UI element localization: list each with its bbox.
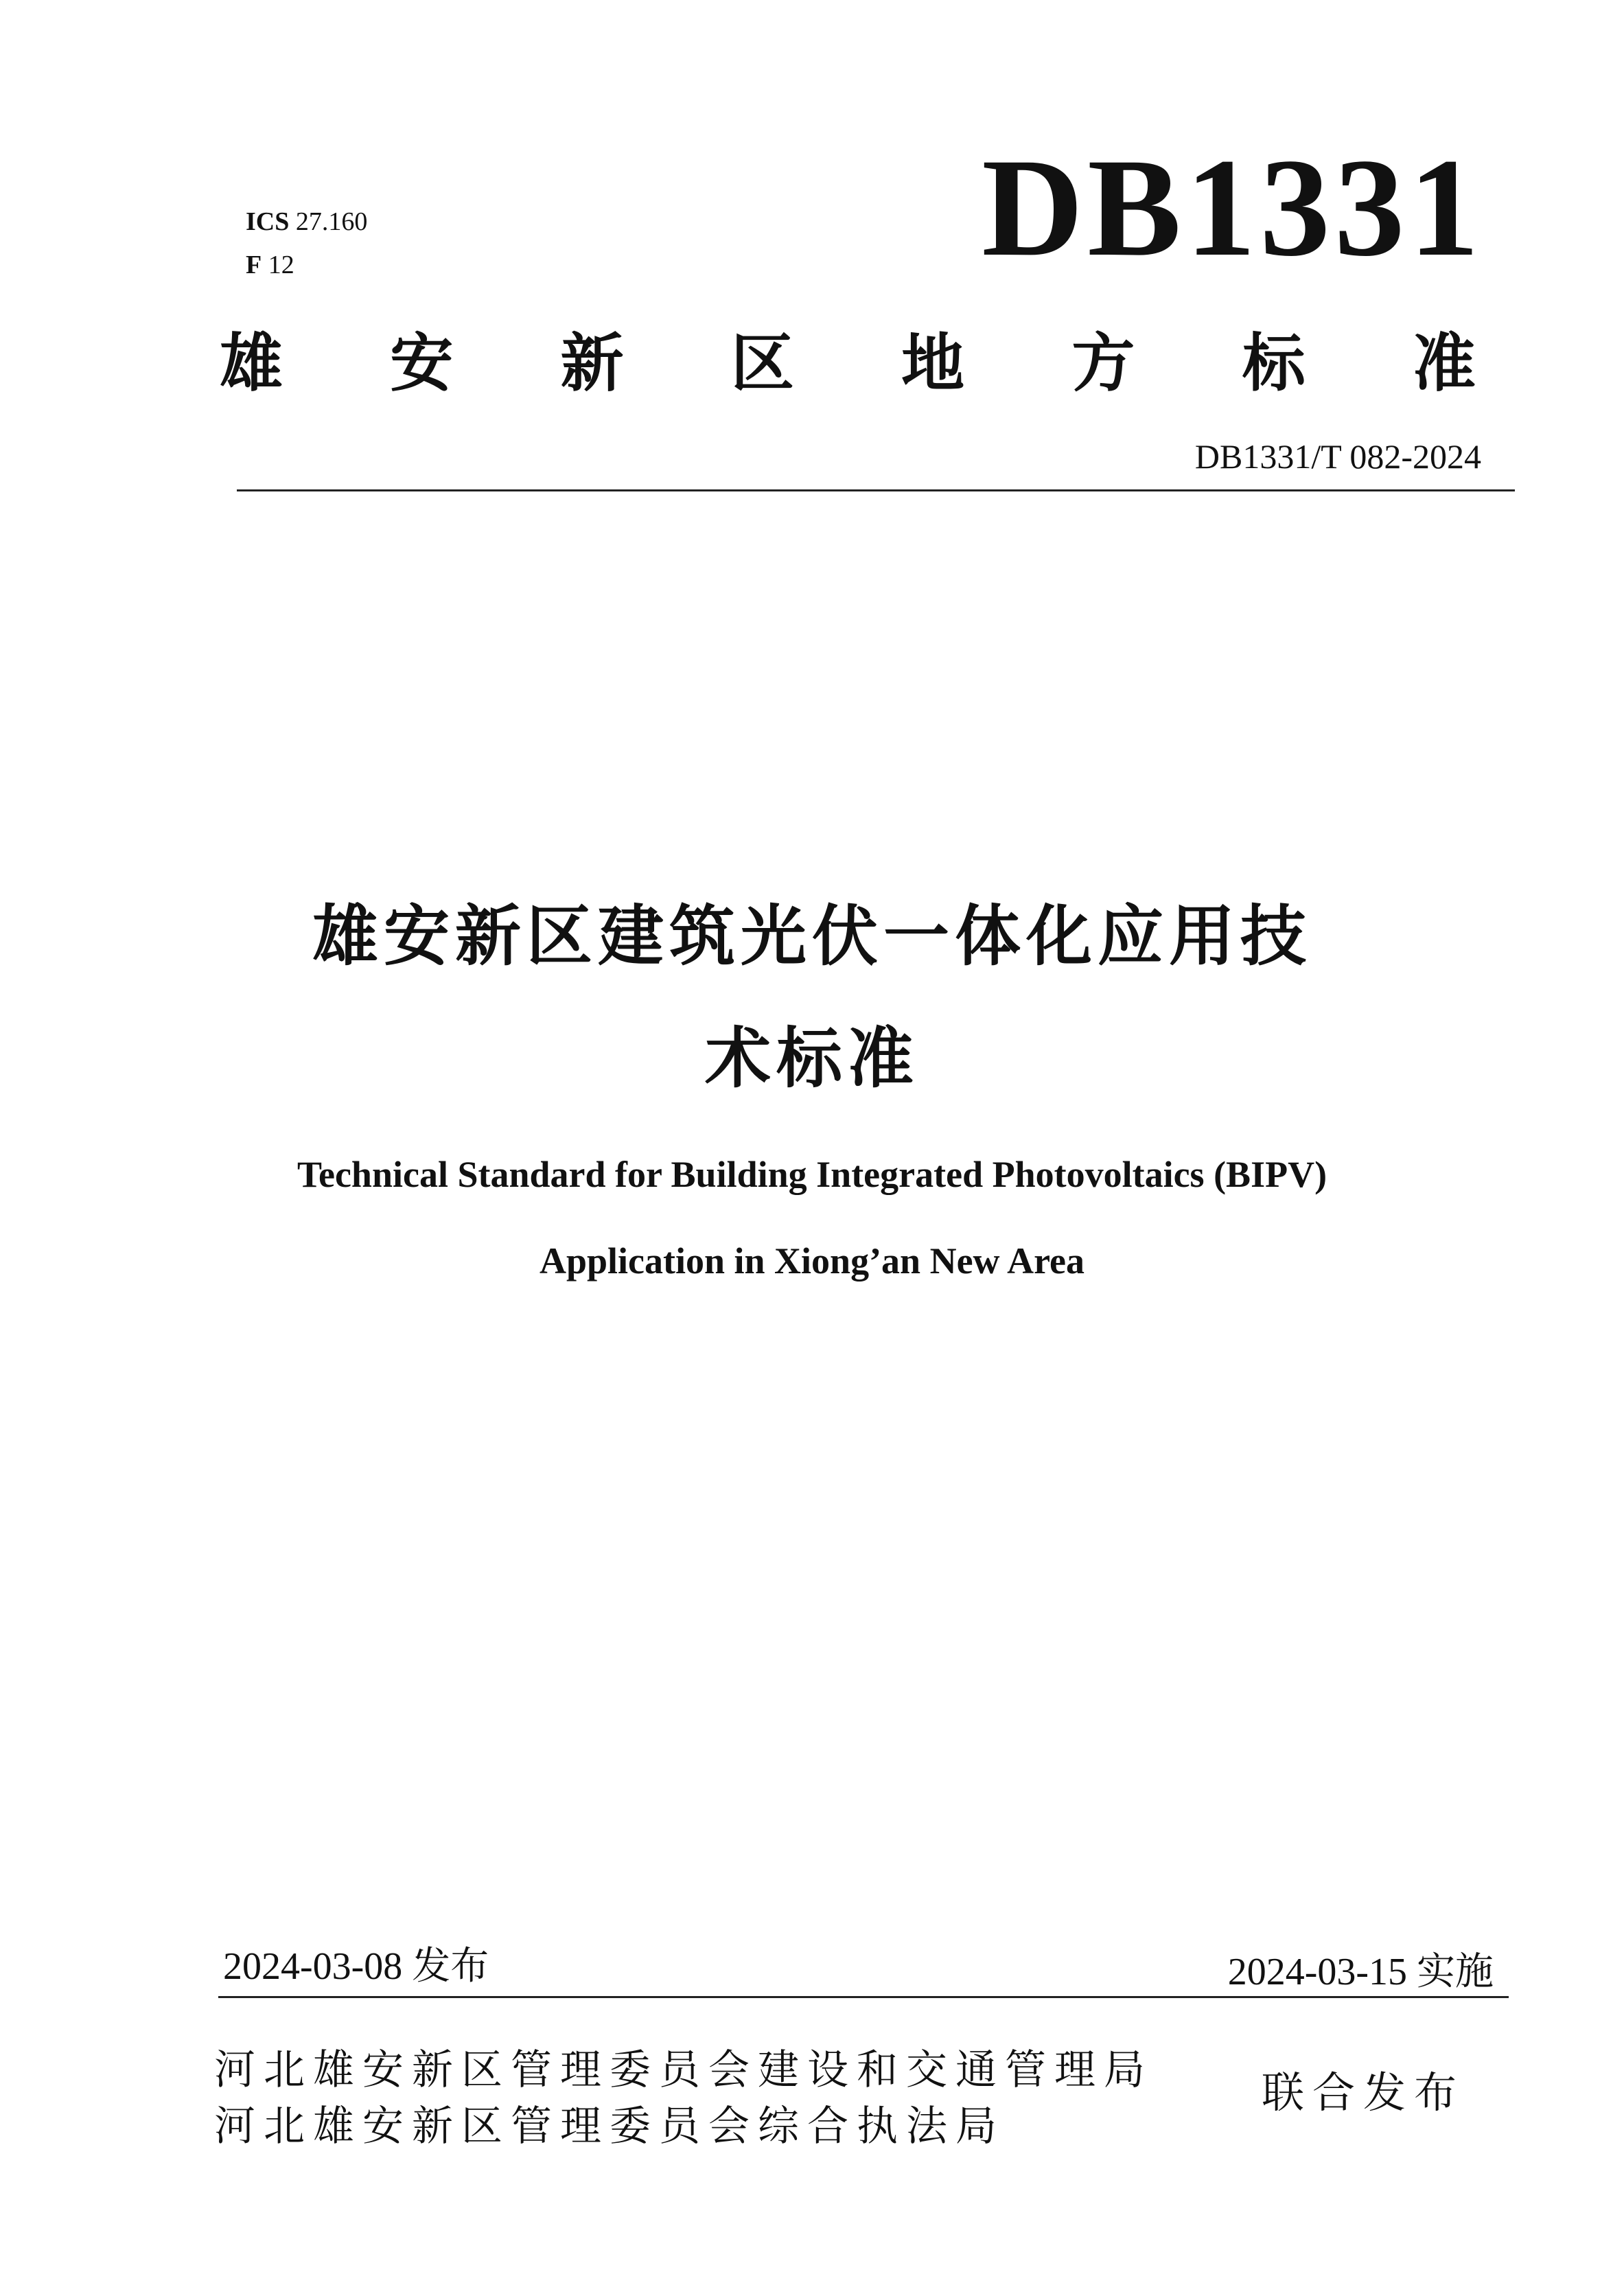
top-divider [237, 489, 1515, 491]
standard-type-char: 新 [560, 327, 624, 400]
publish-date [223, 1936, 489, 1991]
standard-type-char: 标 [1242, 327, 1306, 400]
publisher-list [214, 2042, 1153, 2155]
standard-type-char: 安 [390, 327, 454, 400]
publisher-org-1: 河北雄安新区管理委员会建设和交通管理局 [214, 2046, 1153, 2094]
standard-type-char: 方 [1071, 327, 1135, 400]
title-en-line2: Application in Xiong’an New Area [539, 1240, 1085, 1282]
standard-number: DB1331/T 082-2024 [1194, 437, 1481, 476]
standard-type [220, 317, 1476, 399]
publisher-org-2: 河北雄安新区管理委员会综合执法局 [214, 2102, 1005, 2150]
ccs-code: F 12 [246, 250, 294, 279]
standard-type-char: 雄 [220, 327, 283, 400]
joint-publish-label: 联合发布 [1262, 2067, 1465, 2118]
db-code: DB1331 [982, 130, 1483, 286]
classification-codes [246, 200, 367, 286]
standard-type-char: 准 [1412, 327, 1476, 400]
publish-label: 发布 [412, 1944, 489, 1988]
title-english [0, 1131, 1624, 1304]
title-cn-line1: 雄安新区建筑光伏一体化应用技 [312, 898, 1312, 975]
title-en-line1: Technical Standard for Building Integrated Photovoltaics (BIPV) [297, 1154, 1327, 1195]
publish-date-value: 2024-03-08 [223, 1945, 403, 1988]
standard-type-char: 地 [901, 327, 965, 400]
effective-date-value: 2024-03-15 [1227, 1951, 1407, 1993]
bottom-divider [218, 1996, 1509, 1998]
ics-code: ICS 27.160 [246, 207, 368, 236]
effective-label: 实施 [1417, 1949, 1494, 1994]
effective-date [1228, 1941, 1494, 1996]
title-chinese [0, 875, 1624, 1120]
standard-type-char: 区 [730, 327, 794, 400]
title-cn-line2: 术标准 [705, 1020, 919, 1097]
